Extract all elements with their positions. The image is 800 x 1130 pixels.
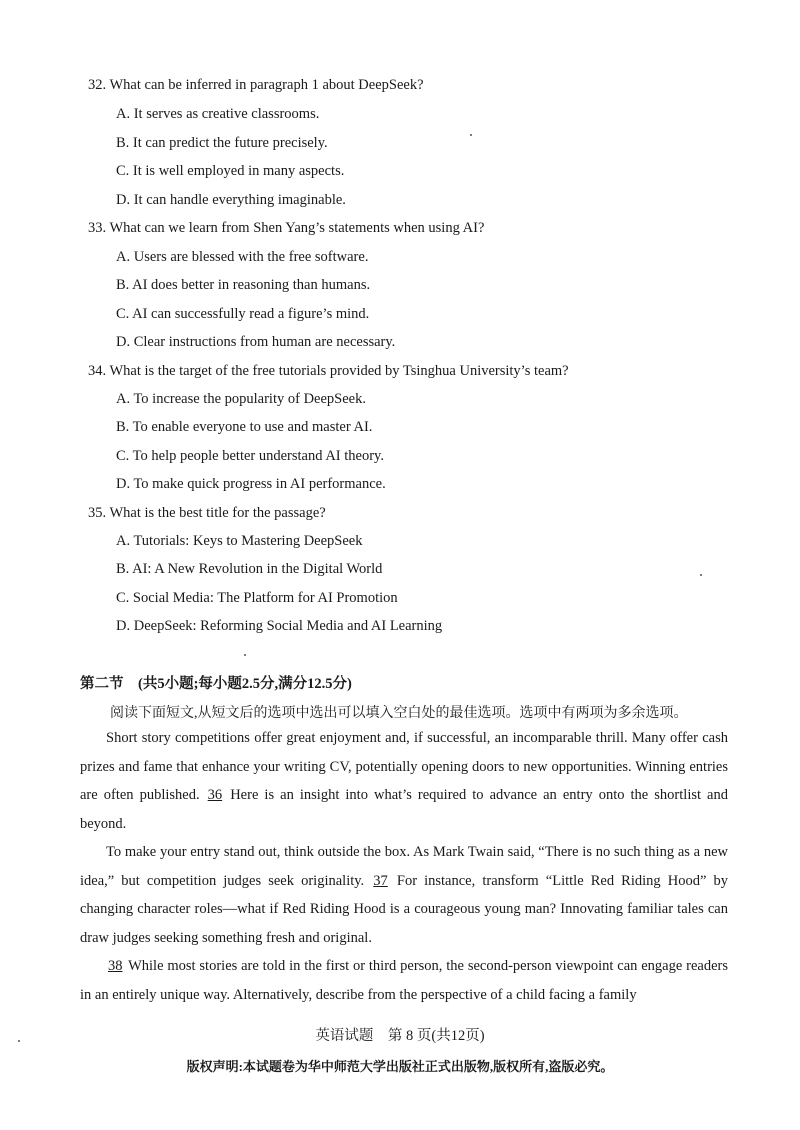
scan-speck — [470, 134, 472, 136]
question-33-option-c: C. AI can successfully read a figure’s mind. — [116, 306, 370, 322]
question-34-option-d: D. To make quick progress in AI performance. — [116, 476, 386, 492]
blank-38: 38 — [108, 958, 123, 974]
passage-text: For instance, transform “Little Red Riding Hood” by changing character roles—what if Red Riding Hood is a courageous young man? Innovating familiar tales can draw judges seeking something fresh and original. — [80, 872, 729, 946]
question-32-option-b: B. It can predict the future precisely. — [116, 135, 328, 151]
passage-text: To make your entry stand out, think outside the box. As Mark Twain said, “There is no such thing as a new idea,” but competition judges seek originality. — [80, 844, 728, 889]
question-32-option-a: A. It serves as creative classrooms. — [116, 106, 320, 122]
question-35-option-a: A. Tutorials: Keys to Mastering DeepSeek — [116, 533, 363, 549]
question-34-option-b: B. To enable everyone to use and master AI. — [116, 419, 373, 435]
section-title: 第二节 (共5小题;每小题2.5分,满分12.5分) — [80, 676, 352, 692]
passage-paragraph-2 — [80, 838, 728, 952]
page-number: 英语试题 第 8 页(共12页) — [315, 1028, 485, 1044]
section-instruction: 阅读下面短文,从短文后的选项中选出可以填入空白处的最佳选项。选项中有两项为多余选项。 — [110, 706, 688, 721]
blank-36: 36 — [207, 787, 223, 804]
question-35-stem: 35. What is the best title for the passage? — [88, 505, 326, 521]
question-33-option-a: A. Users are blessed with the free software. — [116, 249, 369, 265]
scan-speck — [18, 1040, 20, 1042]
question-33-option-b: B. AI does better in reasoning than humans. — [116, 277, 371, 293]
copyright-notice: 版权声明:本试题卷为华中师范大学出版社正式出版物,版权所有,盗版必究。 — [186, 1059, 614, 1074]
passage-text: While most stories are told in the first or third person, the second-person viewpoint can engage readers in an entirely unique way. Alternatively, describe from the perspective of a child facing a family — [80, 958, 728, 1003]
passage-text: Here is an insight into what’s required to advance an entry onto the shortlist and beyond. — [80, 787, 728, 832]
question-33-stem: 33. What can we learn from Shen Yang’s statements when using AI? — [88, 220, 485, 236]
question-32-option-d: D. It can handle everything imaginable. — [116, 192, 346, 208]
passage-paragraph-3 — [80, 952, 728, 1009]
question-35-option-d: D. DeepSeek: Reforming Social Media and AI Learning — [116, 618, 443, 634]
question-35-option-c: C. Social Media: The Platform for AI Promotion — [116, 590, 398, 606]
blank-37: 37 — [373, 872, 388, 889]
scan-speck — [244, 654, 246, 656]
question-32-option-c: C. It is well employed in many aspects. — [116, 163, 345, 179]
passage-paragraph-1 — [80, 724, 728, 838]
question-34-stem: 34. What is the target of the free tutorials provided by Tsinghua University’s team? — [88, 363, 569, 379]
passage-text: Short story competitions offer great enjoyment and, if successful, an incomparable thrill. Many offer cash prizes and fame that enhance your writing CV, potentially opening doors to new opportunities. Winning entries are often published. — [80, 730, 728, 804]
question-35-option-b: B. AI: A New Revolution in the Digital World — [116, 561, 383, 577]
question-34-option-c: C. To help people better understand AI theory. — [116, 448, 384, 464]
question-32-stem: 32. What can be inferred in paragraph 1 about DeepSeek? — [88, 77, 424, 93]
scan-speck — [700, 574, 702, 576]
question-33-option-d: D. Clear instructions from human are necessary. — [116, 334, 396, 350]
question-34-option-a: A. To increase the popularity of DeepSeek. — [116, 391, 366, 407]
